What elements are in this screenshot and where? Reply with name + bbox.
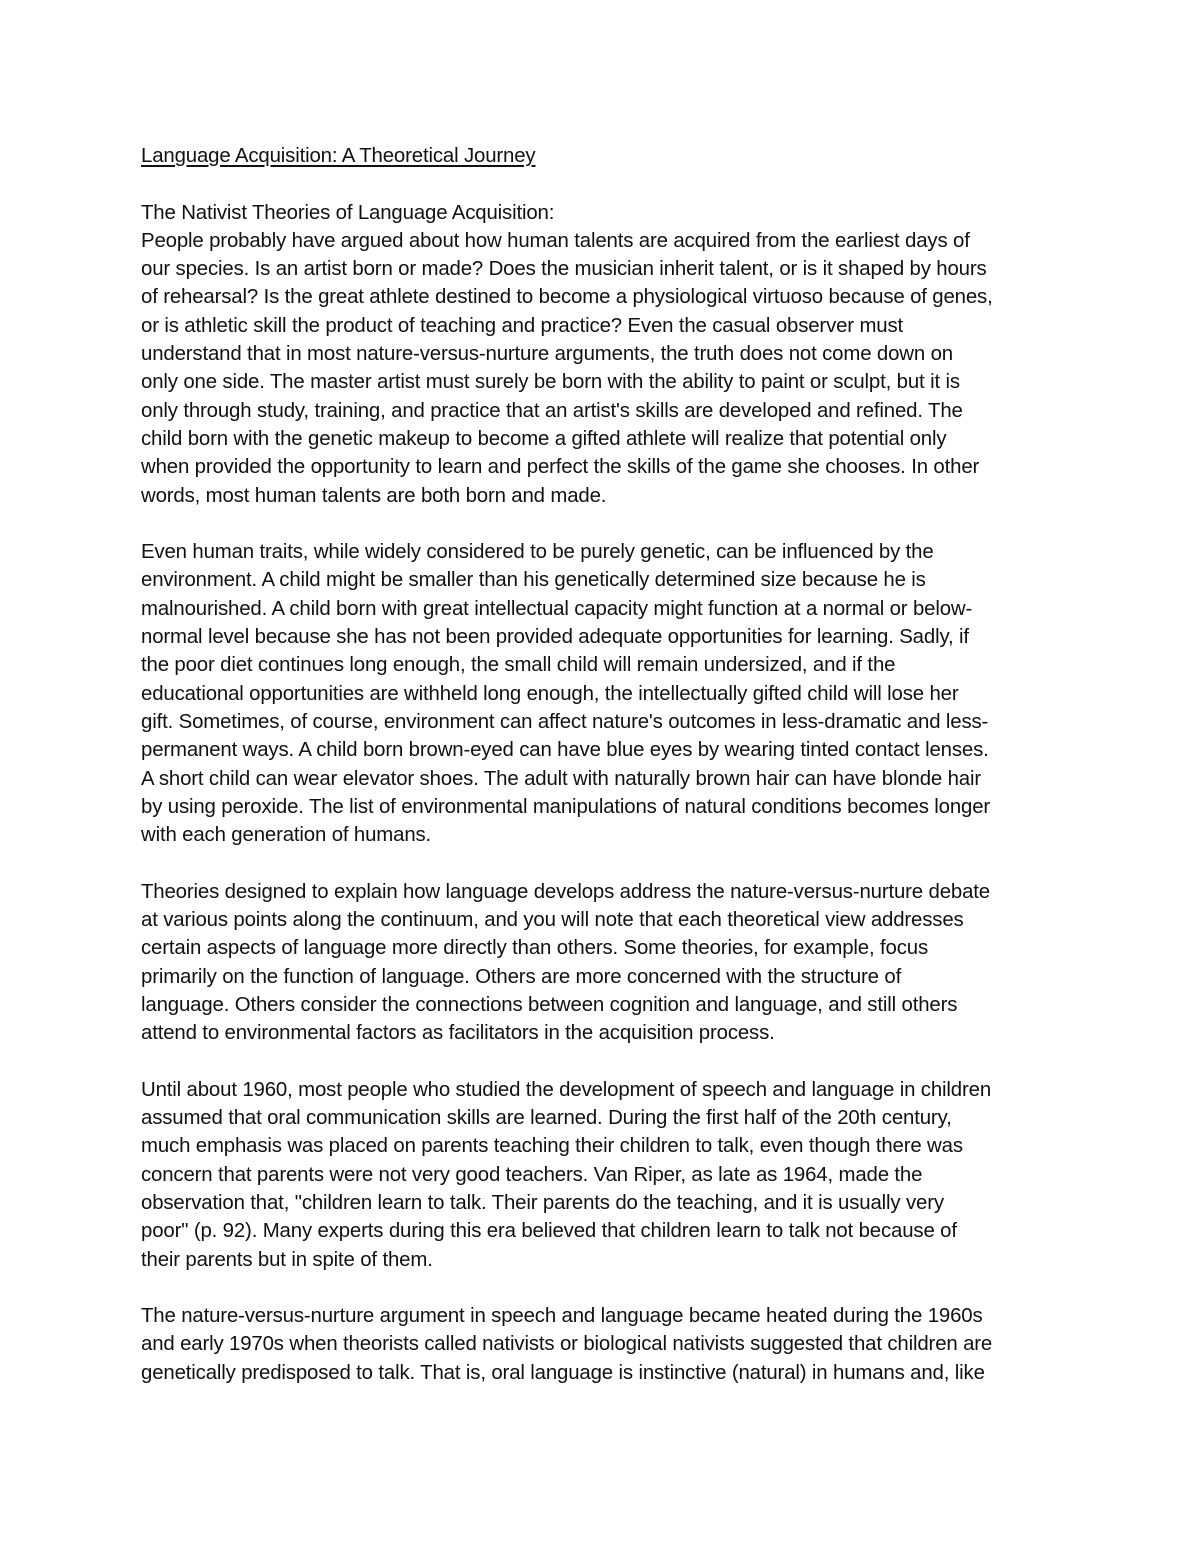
text-line: and early 1970s when theorists called nativists or biological nativists suggested that children are bbox=[141, 1333, 993, 1356]
document-body bbox=[141, 142, 1071, 1415]
text-line: our species. Is an artist born or made? Does the musician inherit talent, or is it shaped by hours bbox=[141, 258, 987, 281]
text-line: understand that in most nature-versus-nurture arguments, the truth does not come down on bbox=[141, 343, 953, 366]
text-line: only one side. The master artist must surely be born with the ability to paint or sculpt, but it is bbox=[141, 371, 960, 394]
text-line: the poor diet continues long enough, the small child will remain undersized, and if the bbox=[141, 654, 896, 677]
text-line: by using peroxide. The list of environmental manipulations of natural conditions becomes longer bbox=[141, 795, 991, 818]
text-line: with each generation of humans. bbox=[141, 824, 432, 847]
document-title: Language Acquisition: A Theoretical Journey bbox=[141, 145, 536, 167]
text-line: of rehearsal? Is the great athlete destined to become a physiological virtuoso because of genes, bbox=[141, 286, 993, 309]
text-line: primarily on the function of language. Others are more concerned with the structure of bbox=[141, 965, 902, 988]
text-line: normal level because she has not been provided adequate opportunities for learning. Sadly, if bbox=[141, 626, 969, 649]
blank-line bbox=[141, 170, 1071, 198]
text-line: educational opportunities are withheld long enough, the intellectually gifted child will lose her bbox=[141, 682, 959, 705]
text-line: assumed that oral communication skills are learned. During the first half of the 20th century, bbox=[141, 1107, 952, 1130]
text-line: attend to environmental factors as facilitators in the acquisition process. bbox=[141, 1022, 775, 1045]
paragraph bbox=[141, 1302, 1071, 1387]
text-line: gift. Sometimes, of course, environment can affect nature's outcomes in less-dramatic and less- bbox=[141, 710, 989, 733]
text-line: People probably have argued about how human talents are acquired from the earliest days of bbox=[141, 229, 970, 252]
text-line: Even human traits, while widely considered to be purely genetic, can be influenced by the bbox=[141, 541, 934, 564]
paragraphs-container bbox=[141, 227, 1071, 1387]
paragraph bbox=[141, 878, 1071, 1048]
text-line: much emphasis was placed on parents teaching their children to talk, even though there was bbox=[141, 1135, 963, 1158]
section-heading: The Nativist Theories of Language Acquisition: bbox=[141, 201, 555, 224]
paragraph bbox=[141, 227, 1071, 510]
text-line: malnourished. A child born with great intellectual capacity might function at a normal or below- bbox=[141, 597, 973, 620]
text-line: words, most human talents are both born and made. bbox=[141, 484, 607, 507]
text-line: only through study, training, and practice that an artist's skills are developed and refined. The bbox=[141, 399, 963, 422]
text-line: permanent ways. A child born brown-eyed can have blue eyes by wearing tinted contact lenses. bbox=[141, 739, 989, 762]
text-line: poor" (p. 92). Many experts during this era believed that children learn to talk not because of bbox=[141, 1220, 957, 1243]
text-line: environment. A child might be smaller than his genetically determined size because he is bbox=[141, 569, 926, 592]
paragraph bbox=[141, 538, 1071, 849]
text-line: The nature-versus-nurture argument in speech and language became heated during the 1960s bbox=[141, 1305, 983, 1328]
paragraph bbox=[141, 1076, 1071, 1274]
text-line: certain aspects of language more directly than others. Some theories, for example, focus bbox=[141, 937, 928, 960]
text-line: Theories designed to explain how language develops address the nature-versus-nurture debate bbox=[141, 880, 990, 903]
text-line: language. Others consider the connections between cognition and language, and still others bbox=[141, 993, 958, 1016]
text-line: or is athletic skill the product of teaching and practice? Even the casual observer must bbox=[141, 314, 904, 337]
text-line: Until about 1960, most people who studied the development of speech and language in children bbox=[141, 1078, 992, 1101]
text-line: observation that, "children learn to talk. Their parents do the teaching, and it is usually very bbox=[141, 1191, 944, 1214]
text-line: child born with the genetic makeup to become a gifted athlete will realize that potential only bbox=[141, 427, 947, 450]
text-line: genetically predisposed to talk. That is, oral language is instinctive (natural) in humans and, like bbox=[141, 1361, 985, 1384]
text-line: when provided the opportunity to learn and perfect the skills of the game she chooses. In other bbox=[141, 456, 980, 479]
text-line: concern that parents were not very good teachers. Van Riper, as late as 1964, made the bbox=[141, 1163, 923, 1186]
text-line: at various points along the continuum, and you will note that each theoretical view addresses bbox=[141, 909, 964, 932]
text-line: A short child can wear elevator shoes. The adult with naturally brown hair can have blonde hair bbox=[141, 767, 982, 790]
text-line: their parents but in spite of them. bbox=[141, 1248, 433, 1271]
